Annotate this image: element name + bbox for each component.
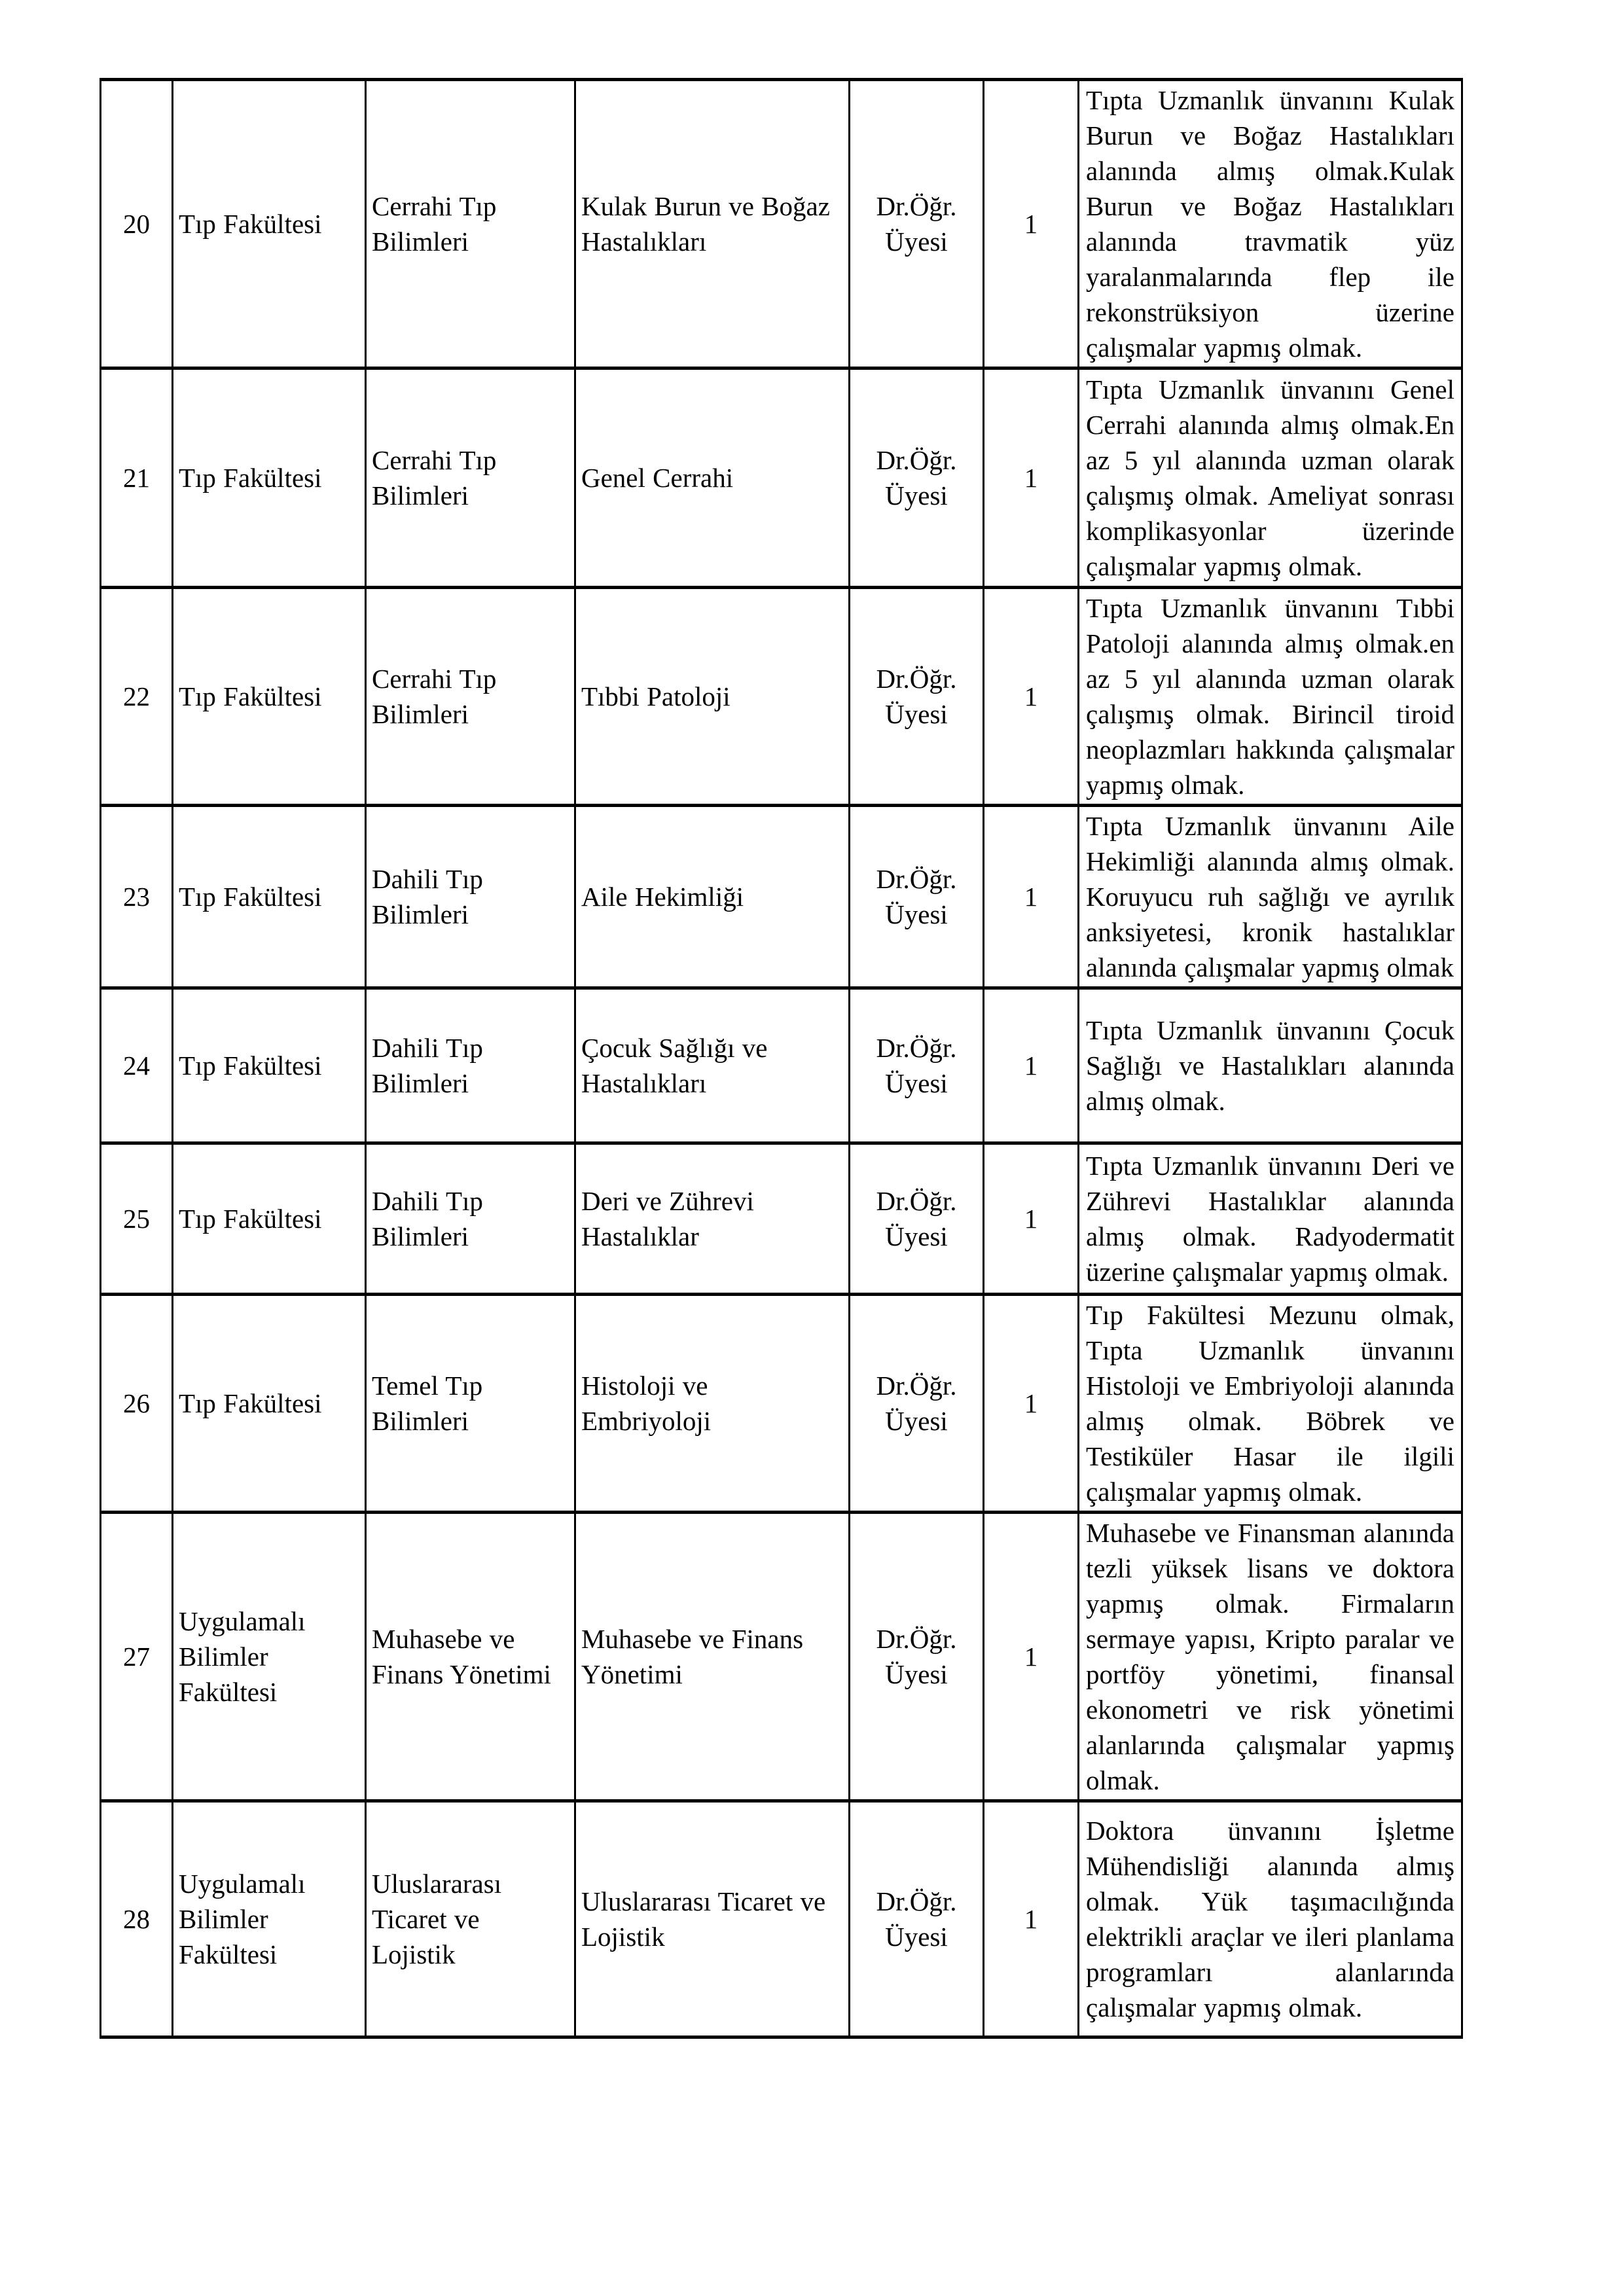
cell-position-number: 26 — [101, 1295, 173, 1513]
cell-position-number: 23 — [101, 806, 173, 988]
cell-position-number: 28 — [101, 1801, 173, 2037]
cell-position-number: 20 — [101, 80, 173, 368]
cell-field: Uluslararası Ticaret ve Lojistik — [575, 1801, 850, 2037]
cell-position-number: 22 — [101, 588, 173, 806]
cell-field: Genel Cerrahi — [575, 368, 850, 588]
cell-requirements: Tıp Fakültesi Mezunu olmak, Tıpta Uzmanlık ünvanını Histoloji ve Embriyoloji alanında almış olmak. Böbrek ve Testiküler Hasar ile ilgili çalışmalar yapmış olmak. — [1079, 1295, 1462, 1513]
cell-count: 1 — [984, 588, 1079, 806]
cell-requirements: Tıpta Uzmanlık ünvanını Genel Cerrahi alanında almış olmak.En az 5 yıl alanında uzman olarak çalışmış olmak. Ameliyat sonrası komplikasyonlar üzerinde çalışmalar yapmış olmak. — [1079, 368, 1462, 588]
cell-count: 1 — [984, 1801, 1079, 2037]
table-row — [101, 588, 1462, 806]
cell-count: 1 — [984, 368, 1079, 588]
cell-department: Cerrahi Tıp Bilimleri — [366, 80, 575, 368]
cell-requirements: Tıpta Uzmanlık ünvanını Kulak Burun ve Boğaz Hastalıkları alanında almış olmak.Kulak Burun ve Boğaz Hastalıkları alanında travmatik yüz yaralanmalarında flep ile rekonstrüksiyon üzerine çalışmalar yapmış olmak. — [1079, 80, 1462, 368]
cell-academic-title: Dr.Öğr. Üyesi — [850, 1513, 984, 1801]
cell-faculty: Tıp Fakültesi — [173, 80, 366, 368]
cell-department: Dahili Tıp Bilimleri — [366, 1143, 575, 1295]
cell-position-number: 27 — [101, 1513, 173, 1801]
cell-faculty: Tıp Fakültesi — [173, 1143, 366, 1295]
cell-count: 1 — [984, 1295, 1079, 1513]
cell-academic-title: Dr.Öğr. Üyesi — [850, 1143, 984, 1295]
cell-faculty: Tıp Fakültesi — [173, 1295, 366, 1513]
cell-field: Deri ve Zührevi Hastalıklar — [575, 1143, 850, 1295]
table-body — [101, 80, 1462, 2037]
table-row — [101, 1513, 1462, 1801]
cell-faculty: Tıp Fakültesi — [173, 368, 366, 588]
cell-field: Çocuk Sağlığı ve Hastalıkları — [575, 988, 850, 1143]
cell-department: Uluslararası Ticaret ve Lojistik — [366, 1801, 575, 2037]
cell-field: Muhasebe ve Finans Yönetimi — [575, 1513, 850, 1801]
cell-faculty: Tıp Fakültesi — [173, 588, 366, 806]
cell-count: 1 — [984, 988, 1079, 1143]
cell-department: Muhasebe ve Finans Yönetimi — [366, 1513, 575, 1801]
cell-faculty: Tıp Fakültesi — [173, 988, 366, 1143]
table-row — [101, 988, 1462, 1143]
cell-count: 1 — [984, 80, 1079, 368]
cell-academic-title: Dr.Öğr. Üyesi — [850, 1295, 984, 1513]
cell-department: Dahili Tıp Bilimleri — [366, 806, 575, 988]
table-row — [101, 1143, 1462, 1295]
table-row — [101, 806, 1462, 988]
cell-department: Cerrahi Tıp Bilimleri — [366, 588, 575, 806]
cell-academic-title: Dr.Öğr. Üyesi — [850, 1801, 984, 2037]
cell-requirements: Doktora ünvanını İşletme Mühendisliği alanında almış olmak. Yük taşımacılığında elektrikli araçlar ve ileri planlama programları alanlarında çalışmalar yapmış olmak. — [1079, 1801, 1462, 2037]
cell-academic-title: Dr.Öğr. Üyesi — [850, 368, 984, 588]
positions-table — [99, 78, 1463, 2039]
cell-department: Temel Tıp Bilimleri — [366, 1295, 575, 1513]
cell-count: 1 — [984, 806, 1079, 988]
cell-field: Kulak Burun ve Boğaz Hastalıkları — [575, 80, 850, 368]
cell-academic-title: Dr.Öğr. Üyesi — [850, 80, 984, 368]
table-row — [101, 1801, 1462, 2037]
cell-field: Aile Hekimliği — [575, 806, 850, 988]
cell-requirements: Tıpta Uzmanlık ünvanını Çocuk Sağlığı ve Hastalıkları alanında almış olmak. — [1079, 988, 1462, 1143]
cell-academic-title: Dr.Öğr. Üyesi — [850, 988, 984, 1143]
table-row — [101, 1295, 1462, 1513]
cell-field: Tıbbi Patoloji — [575, 588, 850, 806]
cell-requirements: Muhasebe ve Finansman alanında tezli yüksek lisans ve doktora yapmış olmak. Firmaların sermaye yapısı, Kripto paralar ve portföy yönetimi, finansal ekonometri ve risk yönetimi alanlarında çalışmalar yapmış olmak. — [1079, 1513, 1462, 1801]
cell-count: 1 — [984, 1513, 1079, 1801]
cell-position-number: 24 — [101, 988, 173, 1143]
cell-academic-title: Dr.Öğr. Üyesi — [850, 806, 984, 988]
cell-academic-title: Dr.Öğr. Üyesi — [850, 588, 984, 806]
cell-field: Histoloji ve Embriyoloji — [575, 1295, 850, 1513]
cell-faculty: Tıp Fakültesi — [173, 806, 366, 988]
cell-faculty: Uygulamalı Bilimler Fakültesi — [173, 1513, 366, 1801]
cell-position-number: 25 — [101, 1143, 173, 1295]
cell-requirements: Tıpta Uzmanlık ünvanını Aile Hekimliği alanında almış olmak. Koruyucu ruh sağlığı ve ayrılık anksiyetesi, kronik hastalıklar alanında çalışmalar yapmış olmak — [1079, 806, 1462, 988]
cell-requirements: Tıpta Uzmanlık ünvanını Deri ve Zührevi Hastalıklar alanında almış olmak. Radyodermatit üzerine çalışmalar yapmış olmak. — [1079, 1143, 1462, 1295]
cell-count: 1 — [984, 1143, 1079, 1295]
cell-department: Cerrahi Tıp Bilimleri — [366, 368, 575, 588]
cell-requirements: Tıpta Uzmanlık ünvanını Tıbbi Patoloji alanında almış olmak.en az 5 yıl alanında uzman olarak çalışmış olmak. Birincil tiroid neoplazmları hakkında çalışmalar yapmış olmak. — [1079, 588, 1462, 806]
cell-department: Dahili Tıp Bilimleri — [366, 988, 575, 1143]
table-row — [101, 368, 1462, 588]
cell-position-number: 21 — [101, 368, 173, 588]
cell-faculty: Uygulamalı Bilimler Fakültesi — [173, 1801, 366, 2037]
table-row — [101, 80, 1462, 368]
